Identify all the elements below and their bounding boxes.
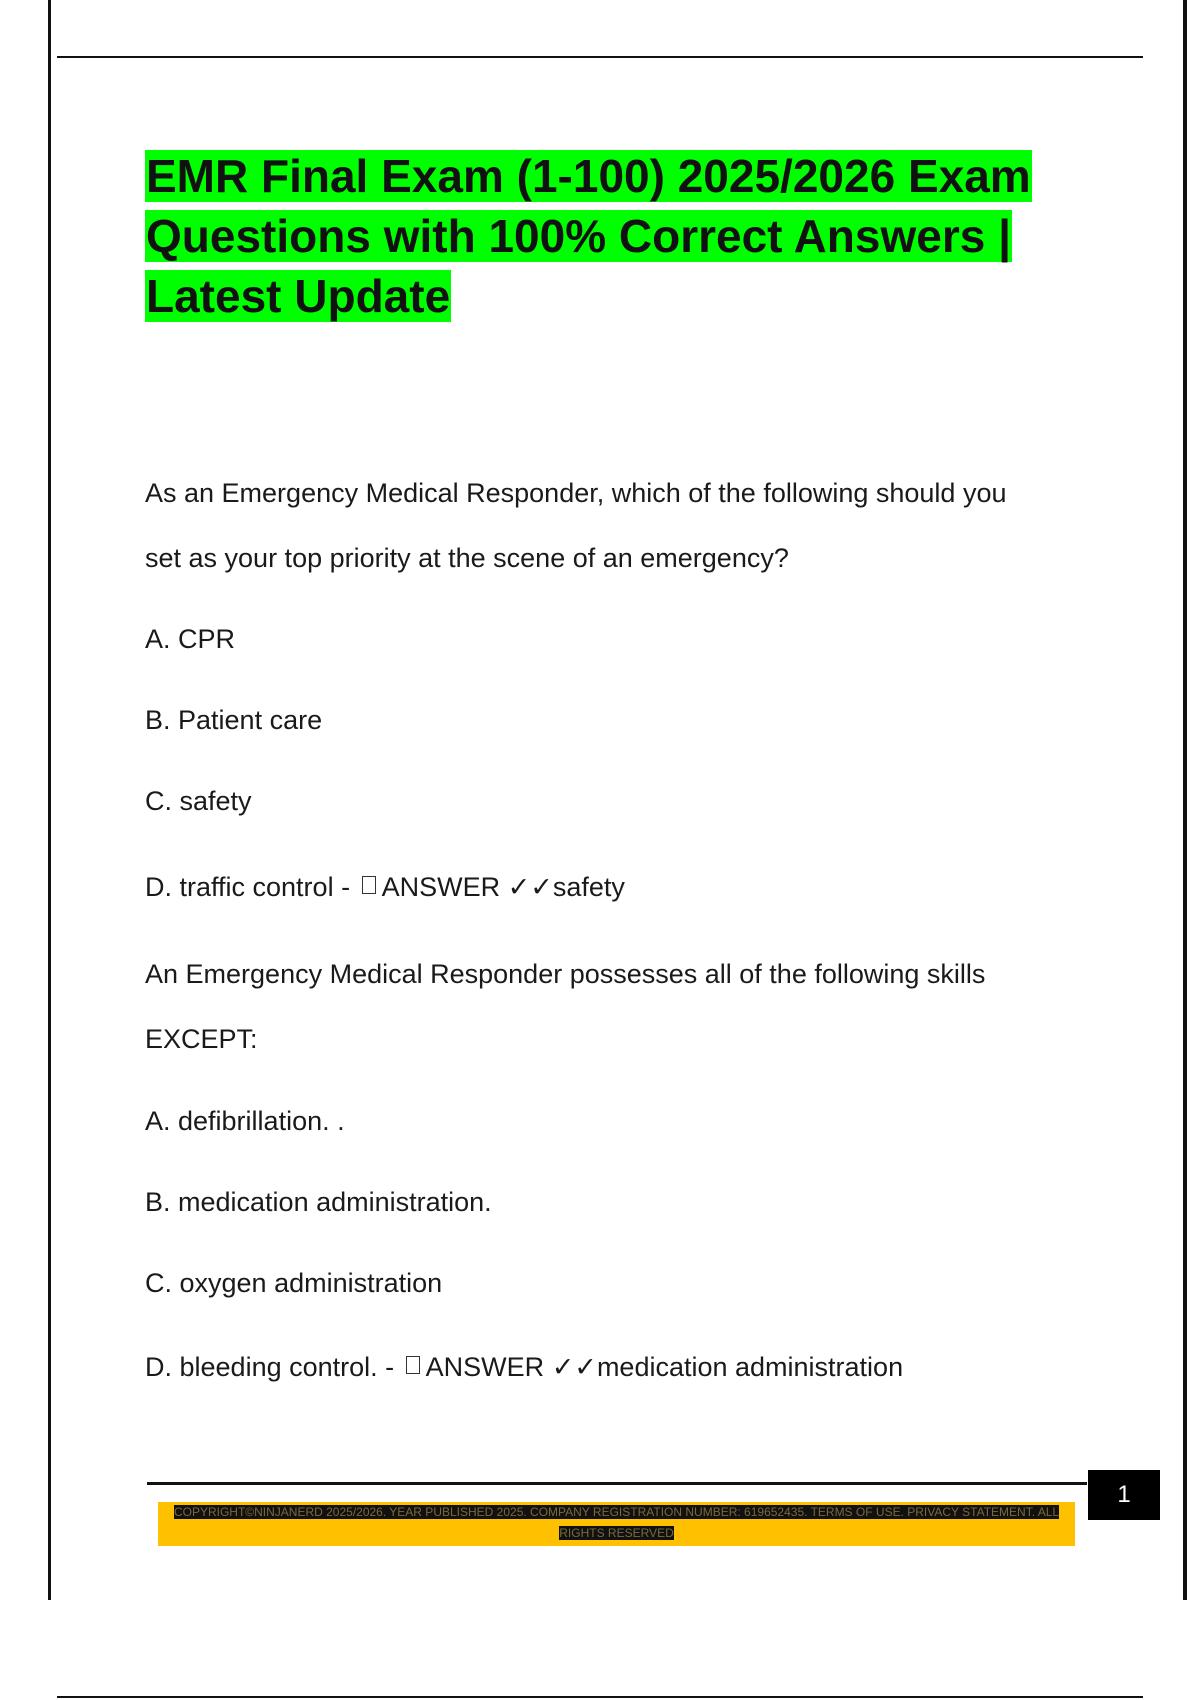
page-bottom-rule: [57, 1696, 1143, 1698]
question-1-answer-label: ANSWER: [381, 872, 501, 902]
question-2-option-d-with-answer: [145, 1352, 903, 1383]
question-1-answer-text: safety: [552, 872, 625, 902]
page-border-right: [1183, 0, 1187, 1600]
document-title-text: EMR Final Exam (1-100) 2025/2026 Exam Questions with 100% Correct Answers | Latest Update: [146, 150, 1031, 322]
answer-box-icon: [406, 1356, 420, 1374]
question-2-option-d: D. bleeding control. -: [145, 1352, 395, 1382]
question-2-stem-line-2: EXCEPT:: [145, 1024, 258, 1054]
copyright-footer: [158, 1502, 1075, 1546]
question-2-option-c: C. oxygen administration: [145, 1268, 443, 1298]
question-2-option-b: B. medication administration.: [145, 1187, 492, 1217]
document-title: [145, 146, 1105, 326]
answer-box-icon: [362, 876, 376, 894]
question-2-answer-checks: ✓✓: [551, 1352, 597, 1382]
question-2-answer-label: ANSWER: [425, 1352, 545, 1382]
question-1-option-d: D. traffic control -: [145, 872, 351, 902]
question-2-stem-line-1: An Emergency Medical Responder possesses all of the following skills: [145, 959, 986, 989]
question-1-answer-checks: ✓✓: [507, 872, 553, 902]
question-1-option-d-with-answer: [145, 872, 625, 903]
header-rule: [57, 56, 1143, 58]
question-2-option-a: A. defibrillation. .: [145, 1106, 345, 1136]
page-border-left: [48, 0, 51, 1600]
question-1-option-c: C. safety: [145, 786, 252, 816]
footer-rule: [147, 1482, 1087, 1485]
question-1-option-a: A. CPR: [145, 624, 236, 654]
copyright-text: COPYRIGHT©NINJANERD 2025/2026. YEAR PUBLISHED 2025. COMPANY REGISTRATION NUMBER: 619652435. TERMS OF USE. PRIVACY STATEMENT. ALL RIGHTS RESERVED: [173, 1505, 1060, 1540]
question-1-stem-line-2: set as your top priority at the scene of an emergency?: [145, 543, 789, 573]
question-2-answer-text: medication administration: [596, 1352, 904, 1382]
page-number: 1: [1088, 1470, 1160, 1520]
question-1-option-b: B. Patient care: [145, 705, 323, 735]
question-1-stem-line-1: As an Emergency Medical Responder, which of the following should you: [145, 478, 1007, 508]
